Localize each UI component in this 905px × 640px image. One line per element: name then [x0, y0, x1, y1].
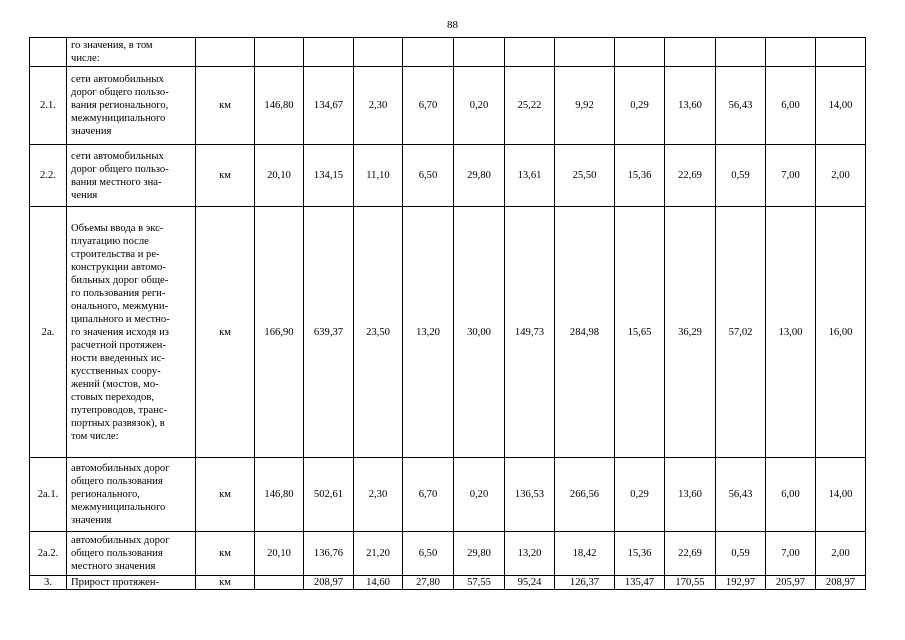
value-cell: 29,80	[454, 145, 505, 207]
value-cell	[304, 38, 354, 67]
description-line: го пользования реги-	[71, 287, 166, 299]
value-cell: 2,30	[354, 458, 403, 532]
table-row	[30, 532, 866, 576]
row-unit	[196, 38, 255, 67]
value-cell: 13,61	[505, 145, 555, 207]
value-cell	[555, 38, 615, 67]
description-line: Объемы ввода в экс-	[71, 222, 164, 234]
description-line: ципального и местно-	[71, 313, 170, 325]
value-cell: 13,60	[665, 67, 716, 145]
value-cell: 2,00	[816, 532, 866, 576]
description-line: межмуниципального	[71, 502, 166, 513]
description-line: путепроводов, транс-	[71, 404, 168, 416]
row-index: 2а.	[30, 207, 67, 458]
row-unit: км	[196, 145, 255, 207]
value-cell: 15,36	[615, 532, 665, 576]
value-cell: 20,10	[255, 532, 304, 576]
value-cell	[766, 38, 816, 67]
value-cell: 14,00	[816, 67, 866, 145]
value-cell	[505, 38, 555, 67]
value-cell: 30,00	[454, 207, 505, 458]
value-cell: 0,59	[716, 532, 766, 576]
row-description	[67, 458, 196, 532]
value-cell: 6,50	[403, 532, 454, 576]
value-cell: 6,70	[403, 458, 454, 532]
description-line: общего пользования	[71, 476, 163, 487]
value-cell	[255, 38, 304, 67]
value-cell: 6,50	[403, 145, 454, 207]
value-cell: 134,67	[304, 67, 354, 145]
row-description	[67, 67, 196, 145]
value-cell: 6,00	[766, 67, 816, 145]
row-description	[67, 532, 196, 576]
value-cell: 25,22	[505, 67, 555, 145]
roads-indicator-table	[29, 37, 866, 590]
description-line: ности введенных ис-	[71, 352, 165, 364]
value-cell: 13,00	[766, 207, 816, 458]
description-line: регионального,	[71, 489, 140, 500]
value-cell: 15,65	[615, 207, 665, 458]
row-index: 2а.2.	[30, 532, 67, 576]
value-cell: 14,00	[816, 458, 866, 532]
description-line: стовых переходов,	[71, 391, 155, 403]
description-line: строительства и ре-	[71, 248, 160, 260]
value-cell: 2,30	[354, 67, 403, 145]
value-cell: 502,61	[304, 458, 354, 532]
value-cell: 0,20	[454, 458, 505, 532]
value-cell: 27,80	[403, 576, 454, 590]
value-cell: 136,76	[304, 532, 354, 576]
value-cell: 149,73	[505, 207, 555, 458]
value-cell: 6,70	[403, 67, 454, 145]
description-line: общего пользования	[71, 548, 163, 559]
value-cell: 146,80	[255, 67, 304, 145]
value-cell: 14,60	[354, 576, 403, 590]
description-line: конструкции автомо-	[71, 261, 166, 273]
value-cell: 56,43	[716, 458, 766, 532]
row-description	[67, 145, 196, 207]
description-line: кусственных соору-	[71, 365, 161, 377]
value-cell: 16,00	[816, 207, 866, 458]
page-number: 88	[447, 19, 458, 31]
value-cell: 13,60	[665, 458, 716, 532]
row-index: 2а.1.	[30, 458, 67, 532]
description-line: жений (мостов, мо-	[71, 378, 159, 390]
value-cell: 170,55	[665, 576, 716, 590]
description-line: вания регионального,	[71, 100, 169, 111]
row-unit: км	[196, 576, 255, 590]
value-cell: 208,97	[304, 576, 354, 590]
row-unit: км	[196, 458, 255, 532]
row-index: 3.	[30, 576, 67, 590]
value-cell	[403, 38, 454, 67]
value-cell: 0,20	[454, 67, 505, 145]
value-cell	[454, 38, 505, 67]
value-cell: 7,00	[766, 145, 816, 207]
description-line: числе:	[71, 53, 100, 64]
value-cell: 36,29	[665, 207, 716, 458]
value-cell: 6,00	[766, 458, 816, 532]
value-cell: 20,10	[255, 145, 304, 207]
table-row	[30, 458, 866, 532]
value-cell	[255, 576, 304, 590]
description-line: онального, межмуни-	[71, 300, 169, 312]
row-index	[30, 38, 67, 67]
value-cell: 208,97	[816, 576, 866, 590]
table-row	[30, 38, 866, 67]
description-line: сети автомобильных	[71, 74, 164, 85]
value-cell	[615, 38, 665, 67]
value-cell: 23,50	[354, 207, 403, 458]
value-cell: 2,00	[816, 145, 866, 207]
row-description	[67, 38, 196, 67]
description-line: плуатацию после	[71, 235, 149, 247]
value-cell	[354, 38, 403, 67]
description-line: дорог общего пользо-	[71, 87, 169, 98]
value-cell: 126,37	[555, 576, 615, 590]
value-cell: 22,69	[665, 532, 716, 576]
value-cell: 134,15	[304, 145, 354, 207]
row-unit: км	[196, 532, 255, 576]
value-cell: 146,80	[255, 458, 304, 532]
value-cell: 639,37	[304, 207, 354, 458]
value-cell: 9,92	[555, 67, 615, 145]
description-line: межмуниципального	[71, 113, 166, 124]
value-cell: 205,97	[766, 576, 816, 590]
value-cell: 11,10	[354, 145, 403, 207]
table-row	[30, 67, 866, 145]
value-cell: 192,97	[716, 576, 766, 590]
value-cell: 0,59	[716, 145, 766, 207]
description-line: чения	[71, 189, 98, 201]
description-line: том числе:	[71, 430, 119, 442]
value-cell: 25,50	[555, 145, 615, 207]
description-line: автомобильных дорог	[71, 463, 170, 474]
description-line: портных развязок), в	[71, 417, 165, 429]
description-line: значения	[71, 126, 112, 137]
value-cell	[665, 38, 716, 67]
value-cell: 7,00	[766, 532, 816, 576]
table-body	[30, 38, 866, 590]
value-cell: 136,53	[505, 458, 555, 532]
row-unit: км	[196, 67, 255, 145]
value-cell: 0,29	[615, 67, 665, 145]
value-cell: 22,69	[665, 145, 716, 207]
row-description	[67, 576, 196, 590]
description-line: расчетной протяжен-	[71, 339, 166, 351]
description-line: местного значения	[71, 561, 156, 572]
value-cell: 13,20	[505, 532, 555, 576]
row-description	[67, 207, 196, 458]
description-line: дорог общего пользо-	[71, 163, 169, 175]
value-cell: 135,47	[615, 576, 665, 590]
description-line: го значения, в том	[71, 40, 153, 51]
table-row	[30, 207, 866, 458]
value-cell: 21,20	[354, 532, 403, 576]
description-line: автомобильных дорог	[71, 535, 170, 546]
value-cell: 15,36	[615, 145, 665, 207]
value-cell: 0,29	[615, 458, 665, 532]
value-cell: 18,42	[555, 532, 615, 576]
value-cell: 57,55	[454, 576, 505, 590]
value-cell	[816, 38, 866, 67]
row-index: 2.1.	[30, 67, 67, 145]
table-row	[30, 145, 866, 207]
description-line: го значения исходя из	[71, 326, 169, 338]
value-cell: 29,80	[454, 532, 505, 576]
value-cell: 13,20	[403, 207, 454, 458]
value-cell: 56,43	[716, 67, 766, 145]
description-line: бильных дорог обще-	[71, 274, 169, 286]
value-cell: 266,56	[555, 458, 615, 532]
value-cell	[716, 38, 766, 67]
row-unit: км	[196, 207, 255, 458]
description-line: вания местного зна-	[71, 176, 162, 188]
row-index: 2.2.	[30, 145, 67, 207]
description-line: Прирост протяжен-	[71, 577, 160, 588]
description-line: значения	[71, 515, 112, 526]
value-cell: 284,98	[555, 207, 615, 458]
description-line: сети автомобильных	[71, 150, 164, 162]
value-cell: 95,24	[505, 576, 555, 590]
value-cell: 57,02	[716, 207, 766, 458]
value-cell: 166,90	[255, 207, 304, 458]
table-row	[30, 576, 866, 590]
